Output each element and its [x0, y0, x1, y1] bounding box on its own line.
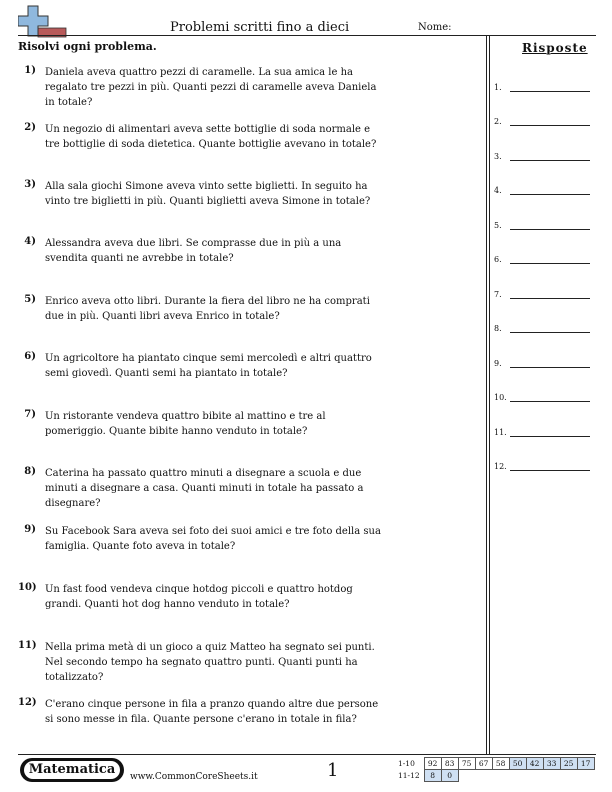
answer-9[interactable] — [494, 354, 594, 368]
score-table — [396, 757, 595, 782]
answer-line[interactable] — [510, 470, 590, 471]
column-divider-left — [486, 36, 487, 754]
score-cell: 42 — [526, 758, 543, 770]
answer-line[interactable] — [510, 332, 590, 333]
score-cell: 58 — [492, 758, 509, 770]
header-divider — [18, 35, 596, 36]
score-cell: 0 — [441, 770, 458, 782]
answer-line[interactable] — [510, 436, 590, 437]
problem-text: Alla sala giochi Simone aveva vinto sette biglietti. In seguito ha vinto tre biglietti in più. Quanti biglietti aveva Simone in totale? — [45, 181, 371, 207]
answer-label: 12. — [494, 462, 507, 471]
answer-6[interactable] — [494, 250, 594, 264]
problem-text: Su Facebook Sara aveva sei foto dei suoi amici e tre foto della sua famiglia. Quante foto aveva in totale? — [45, 526, 381, 552]
problem-text: Un ristorante vendeva quattro bibite al mattino e tre al pomeriggio. Quante bibite hanno venduto in totale? — [45, 411, 326, 437]
problem-number: 8) — [24, 466, 36, 477]
answer-1[interactable] — [494, 78, 594, 92]
score-cell: 92 — [424, 758, 441, 770]
problem-number: 2) — [24, 122, 36, 133]
score-row-1-10 — [396, 758, 594, 770]
answer-7[interactable] — [494, 285, 594, 299]
score-row-label: 11-12 — [398, 771, 420, 780]
answer-line[interactable] — [510, 298, 590, 299]
problem-number: 4) — [24, 236, 36, 247]
score-cell: 25 — [560, 758, 577, 770]
problem-number: 1) — [24, 65, 36, 76]
problem-number: 9) — [24, 524, 36, 535]
answer-line[interactable] — [510, 401, 590, 402]
answer-line[interactable] — [510, 263, 590, 264]
score-cell: 33 — [543, 758, 560, 770]
problem-text: Enrico aveva otto libri. Durante la fiera del libro ne ha comprati due in più. Quanti libri aveva Enrico in totale? — [45, 296, 370, 322]
answer-label: 1. — [494, 83, 502, 92]
score-cell: 8 — [424, 770, 441, 782]
page-number: 1 — [327, 760, 339, 781]
answer-label: 5. — [494, 221, 502, 230]
problem-text: Caterina ha passato quattro minuti a disegnare a scuola e due minuti a disegnare a casa. Quanti minuti in totale ha passato a disegnare? — [45, 468, 364, 509]
answer-line[interactable] — [510, 229, 590, 230]
column-divider-right — [489, 36, 490, 754]
score-cell: 83 — [441, 758, 458, 770]
problem-number: 3) — [24, 179, 36, 190]
problem-text: Alessandra aveva due libri. Se comprasse due in più a una svendita quanti ne avrebbe in totale? — [45, 238, 342, 264]
problem-number: 5) — [24, 294, 36, 305]
score-row-11-12 — [396, 770, 594, 782]
name-label: Nome: — [418, 22, 452, 33]
answer-line[interactable] — [510, 367, 590, 368]
answer-2[interactable] — [494, 112, 594, 126]
problem-number: 6) — [24, 351, 36, 362]
footer-divider — [18, 754, 596, 755]
score-cell: 75 — [458, 758, 475, 770]
problem-number: 10) — [18, 582, 37, 593]
problem-number: 12) — [18, 697, 37, 708]
answer-label: 3. — [494, 152, 502, 161]
answer-11[interactable] — [494, 423, 594, 437]
answer-8[interactable] — [494, 319, 594, 333]
answer-4[interactable] — [494, 181, 594, 195]
score-cell: 17 — [577, 758, 594, 770]
site-url: www.CommonCoreSheets.it — [130, 772, 258, 782]
problem-text: Un negozio di alimentari aveva sette bottiglie di soda normale e tre bottiglie di soda dietetica. Quante bottiglie avevano in totale? — [45, 124, 377, 150]
brand-logo — [20, 758, 124, 782]
answer-line[interactable] — [510, 160, 590, 161]
brand-label: Matematica — [24, 761, 120, 779]
answer-line[interactable] — [510, 91, 590, 92]
answer-label: 11. — [494, 428, 507, 437]
problem-text: C'erano cinque persone in fila a pranzo quando altre due persone si sono messe in fila. Quante persone c'erano in totale in fila? — [45, 699, 379, 725]
answer-line[interactable] — [510, 194, 590, 195]
score-row-label: 1-10 — [398, 759, 415, 768]
answer-10[interactable] — [494, 388, 594, 402]
score-cell: 67 — [475, 758, 492, 770]
instructions: Risolvi ogni problema. — [18, 40, 157, 53]
worksheet-title: Problemi scritti fino a dieci — [170, 20, 350, 35]
answer-3[interactable] — [494, 147, 594, 161]
problem-text: Daniela aveva quattro pezzi di caramelle. La sua amica le ha regalato tre pezzi in più. Quanti pezzi di caramelle aveva Daniela in totale? — [45, 67, 377, 108]
answer-label: 2. — [494, 117, 502, 126]
answer-label: 4. — [494, 186, 502, 195]
answer-label: 8. — [494, 324, 502, 333]
answer-5[interactable] — [494, 216, 594, 230]
answer-label: 6. — [494, 255, 502, 264]
problem-number: 11) — [18, 640, 37, 651]
problem-number: 7) — [24, 409, 36, 420]
answer-label: 10. — [494, 393, 507, 402]
score-cell: 50 — [509, 758, 526, 770]
answer-12[interactable] — [494, 457, 594, 471]
plus-logo-icon — [18, 4, 68, 38]
answer-label: 9. — [494, 359, 502, 368]
problem-text: Un agricoltore ha piantato cinque semi mercoledì e altri quattro semi giovedì. Quanti semi ha piantato in totale? — [45, 353, 372, 379]
problem-text: Nella prima metà di un gioco a quiz Matteo ha segnato sei punti. Nel secondo tempo ha segnato quattro punti. Quanti punti ha totalizzato? — [45, 642, 375, 683]
problem-text: Un fast food vendeva cinque hotdog piccoli e quattro hotdog grandi. Quanti hot dog hanno venduto in totale? — [45, 584, 353, 610]
answer-line[interactable] — [510, 125, 590, 126]
answer-label: 7. — [494, 290, 502, 299]
answers-header: Risposte — [522, 41, 588, 55]
